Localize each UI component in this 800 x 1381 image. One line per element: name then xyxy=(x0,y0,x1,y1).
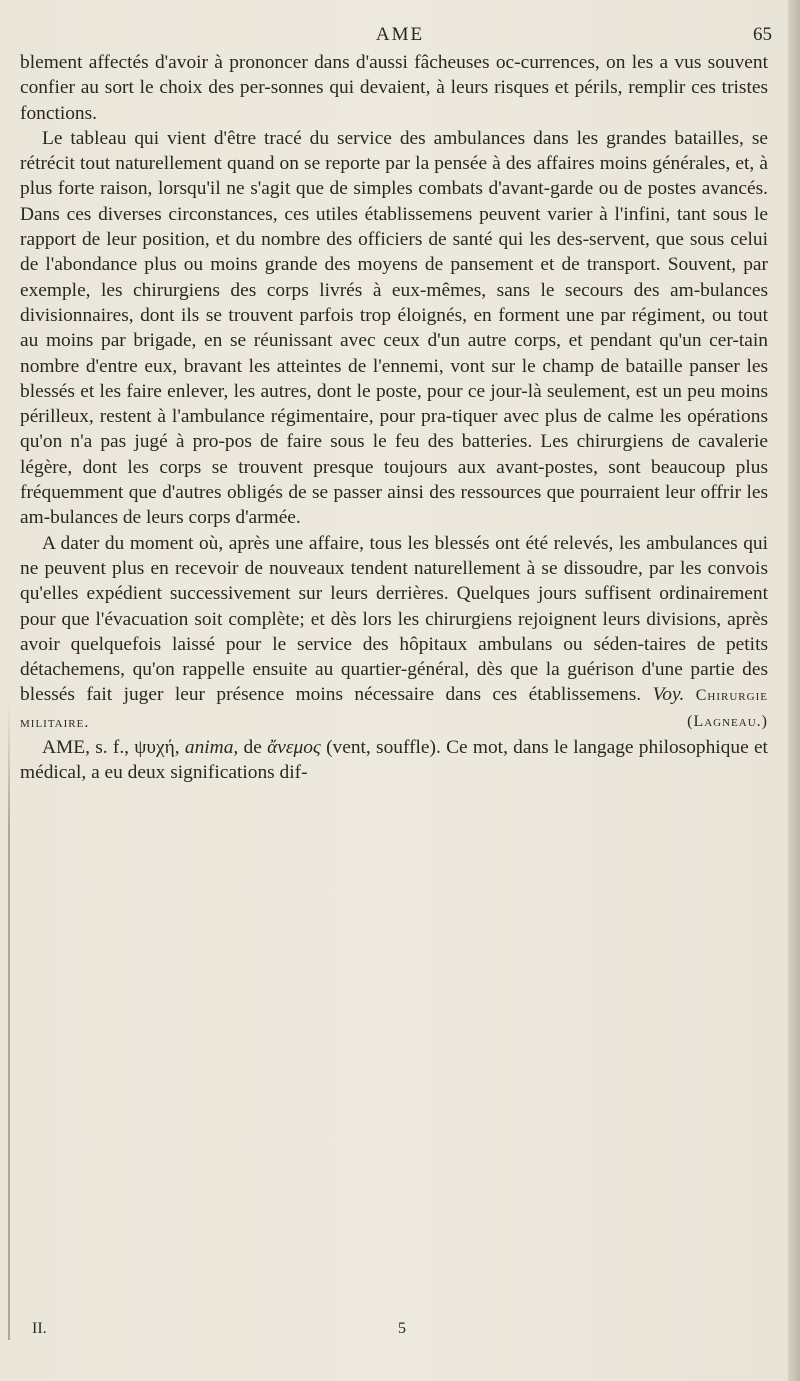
entry-greek: ψυχή, xyxy=(134,737,180,759)
volume-mark: II. xyxy=(32,1320,47,1337)
sheet-number: 5 xyxy=(398,1320,406,1337)
page-number: 65 xyxy=(753,24,772,45)
dictionary-entry-ame: AME, s. f., ψυχή, anima, de ἄνεμος (vent, souffle). Ce mot, dans le langage philosophique et médical, a eu deux significations dif- xyxy=(20,737,768,784)
entry-definition: (vent, souffle). Ce mot, dans le langage philosophique et médical, a eu deux significations dif- xyxy=(20,737,768,784)
article-body xyxy=(20,50,768,786)
paragraph-continuation: blement affectés d'avoir à prononcer dans d'aussi fâcheuses oc-currences, on les a vus souvent confier au sort le choix des per-sonnes qui devaient, à leurs risques et périls, remplir ces tristes fonctions. xyxy=(20,52,768,124)
paragraph-text: A dater du moment où, après une affaire, tous les blessés ont été relevés, les ambulances qui ne peuvent plus en recevoir de nouveaux tendent naturellement à se dissoudre, par les convois qu'elles expédient successivement sur leurs derrières. Quelques jours suffisent ordinairement pour que l'évacuation soit complète; et dès lors les chirurgiens rejoignent leurs divisions, après avoir quelquefois laissé pour le service des hôpitaux ambulans ou séden-taires de petits détachemens, qu'on rappelle ensuite au quartier-général, dès que la guérison d'une partie des blessés fait juger leur présence moins nécessaire dans ces établissemens. xyxy=(20,532,768,706)
margin-shadow xyxy=(8,700,10,1340)
running-header xyxy=(0,22,800,52)
book-binding-edge xyxy=(788,0,800,1381)
printer-signature xyxy=(20,1320,768,1344)
entry-headword: AME xyxy=(42,737,86,759)
cross-reference-see: Voy. xyxy=(652,684,685,706)
paragraph-ambulance-tableau: Le tableau qui vient d'être tracé du service des ambulances dans les grandes batailles, se rétrécit tout naturellement quand on se reporte par la pensée à des affaires moins générales, et, à plus forte raison, lorsqu'il ne s'agit que de simples combats d'avant-garde ou de postes avancés. Dans ces diverses circonstances, ces utiles établissemens peuvent varier à l'infini, tant sous le rapport de leur position, et du nombre des officiers de santé qui les des-servent, que sous celui de l'abondance plus ou moins grande des moyens de pansement et de transport. Souvent, par exemple, les chirurgiens des corps livrés à eux-mêmes, sans le secours des am-bulances divisionnaires, dont ils se trouvent parfois trop éloignés, en forment une par régiment, ou tout au moins par brigade, en se réunissant avec ceux d'un autre corps, et pendant qu'un cer-tain nombre d'entre eux, bravant les atteintes de l'ennemi, vont sur le champ de bataille panser les blessés et les faire enlever, les autres, dont le poste, pour ce jour-là seulement, est un peu moins périlleux, restent à l'ambulance régimentaire, pour pra-tiquer avec plus de calme les opérations qu'on n'a pas jugé à pro-pos de faire sous le feu des batteries. Les chirurgiens de cavalerie légère, dont les corps se trouvent presque toujours aux avant-postes, sont beaucoup plus fréquemment que d'autres obligés de se passer ainsi des ressources que pourraient leur offrir les am-bulances de leurs corps d'armée. xyxy=(20,127,768,529)
cross-reference-target: Chirurgie militaire. xyxy=(20,687,768,731)
paragraph-ambulance-dissolution xyxy=(20,531,768,735)
entry-latin: anima, xyxy=(184,737,239,759)
entry-grammar: s. f., xyxy=(95,737,130,759)
entry-greek-root: ἄνεμος xyxy=(267,737,321,759)
running-title: AME xyxy=(375,24,425,45)
author-attribution: (Lagneau.) xyxy=(687,712,768,730)
entry-etym-prefix: de xyxy=(243,737,262,759)
